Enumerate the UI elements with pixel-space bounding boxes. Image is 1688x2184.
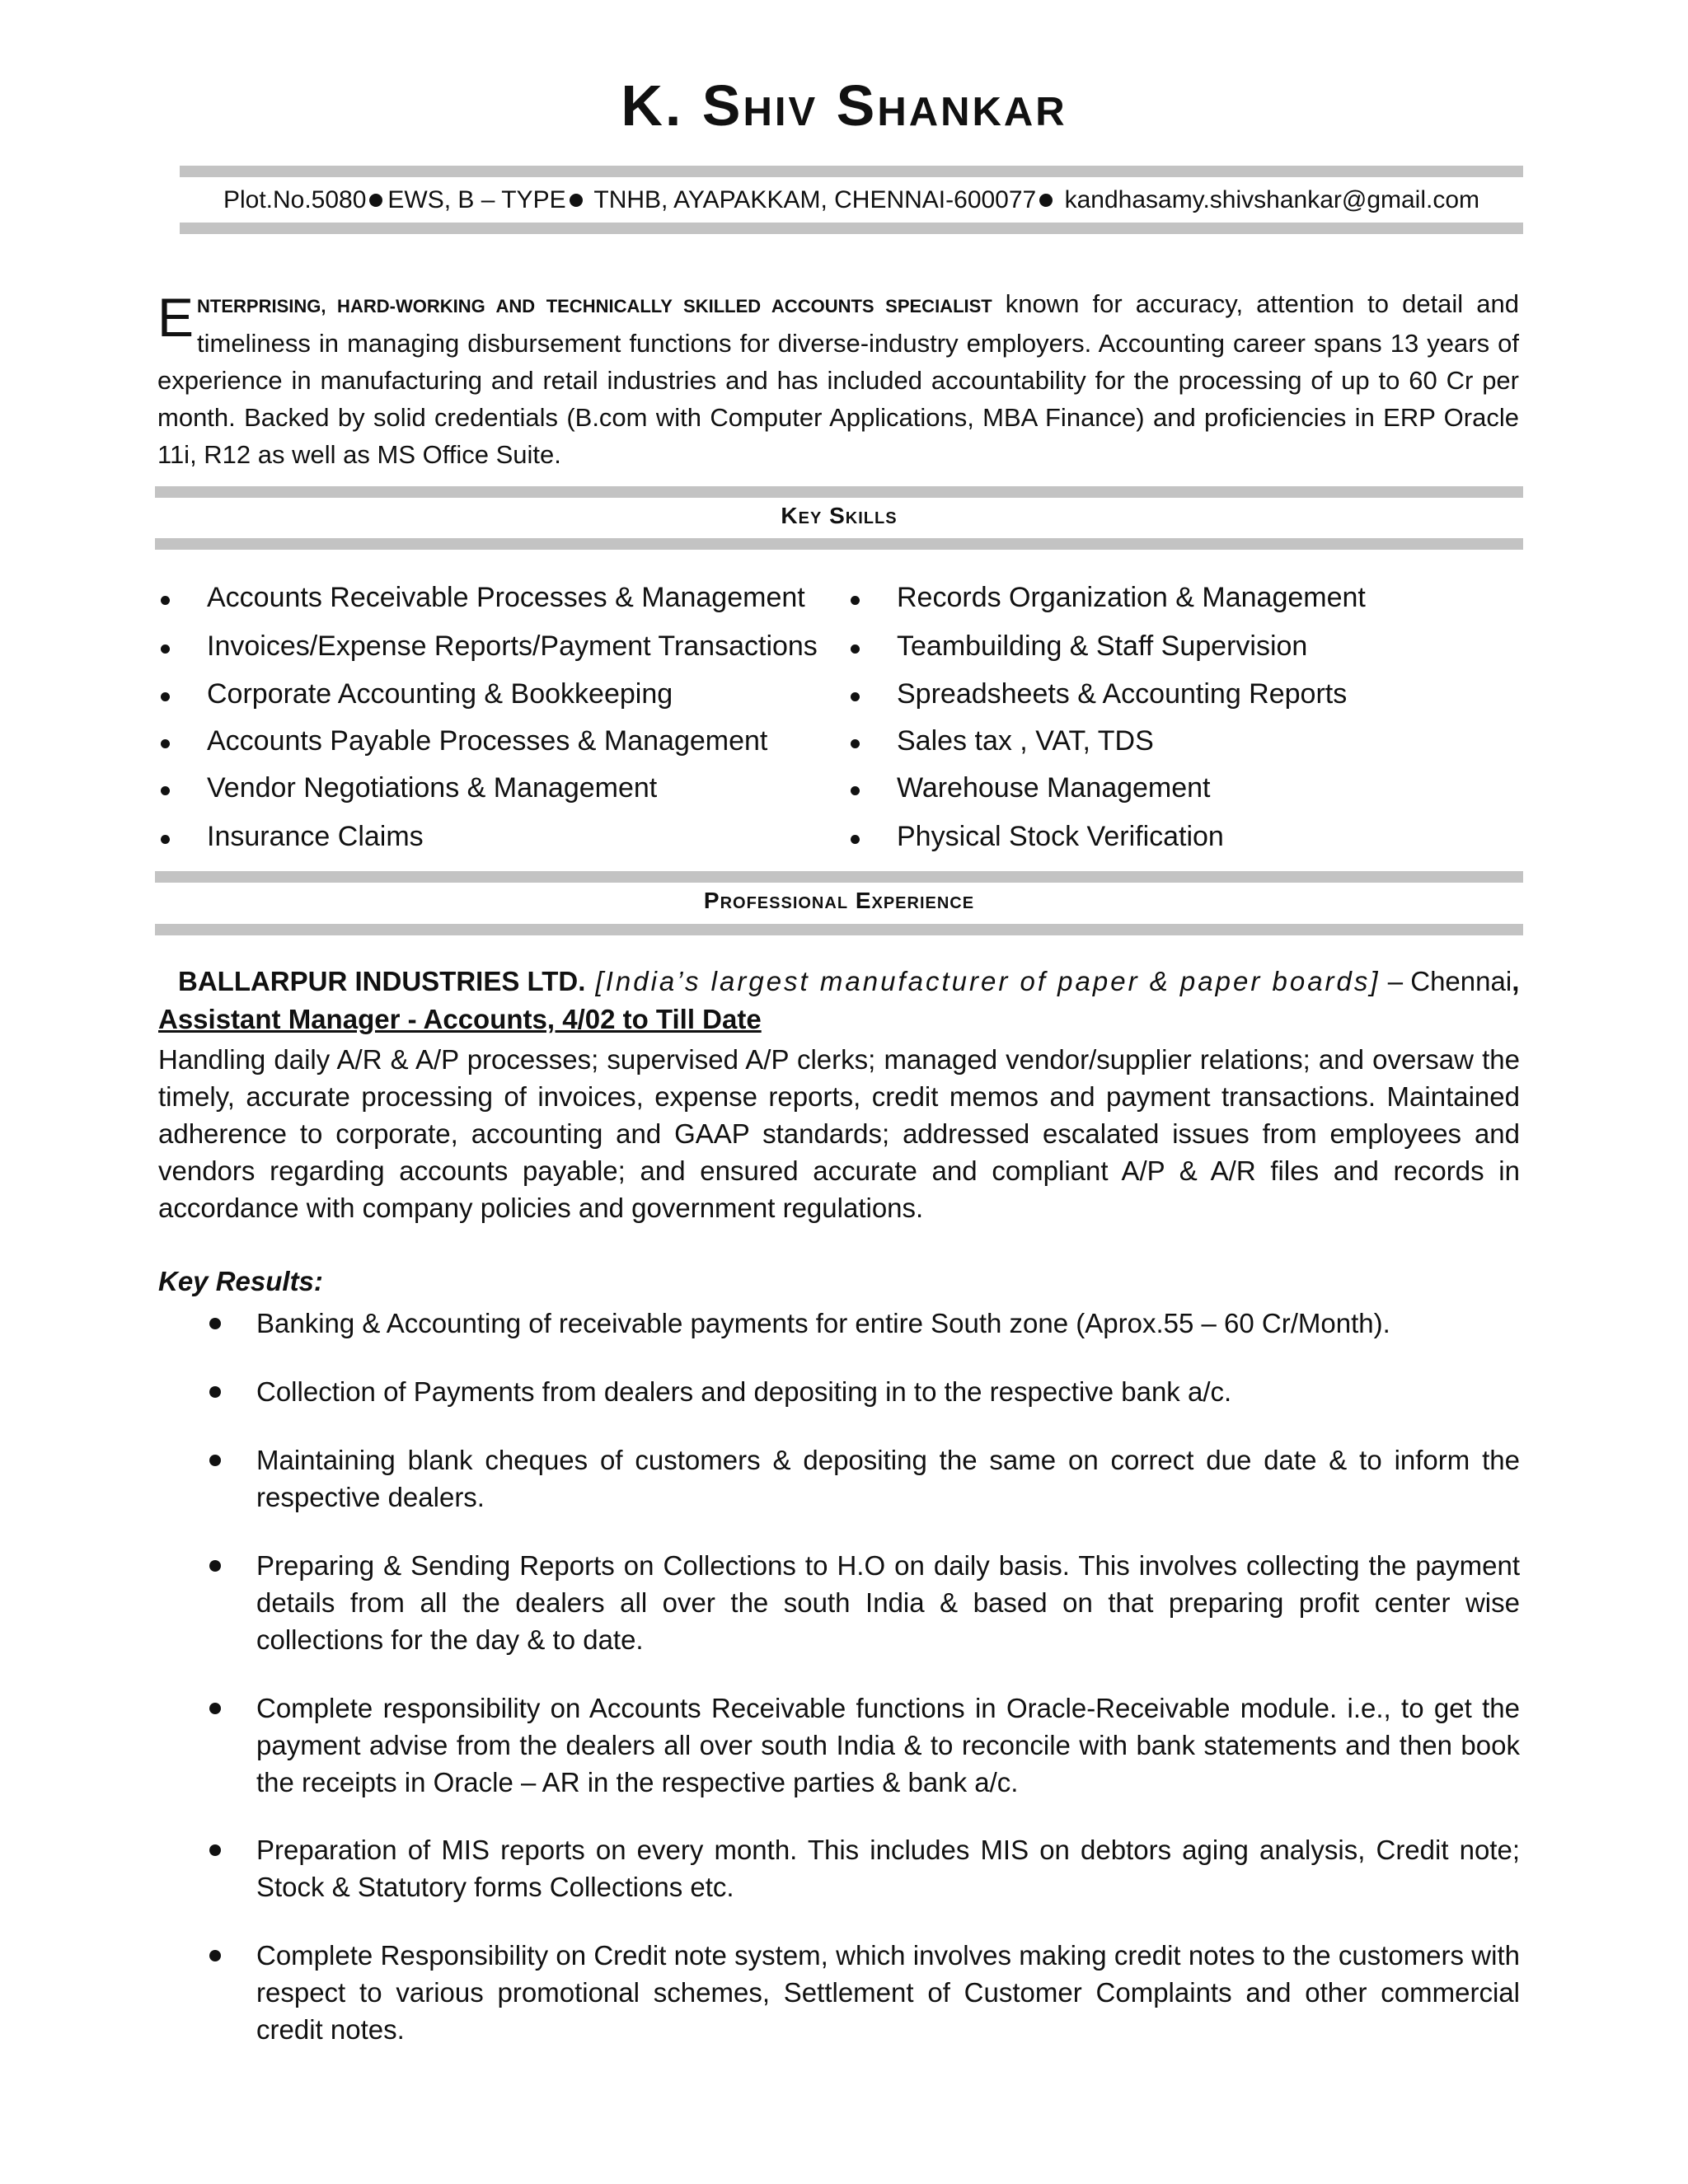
key-result-item: Preparing & Sending Reports on Collections to H.O on daily basis. This involves collecting the payment details from all the dealers all over the south India & based on that preparing profit center wise collections for the day & to date. [256,1550,1520,1655]
professional-experience-heading: Professional Experience [703,888,975,913]
skill-item: Invoices/Expense Reports/Payment Transactions [207,630,818,662]
job-title: Assistant Manager - Accounts, 4/02 to Till Date [158,1004,762,1034]
bullet-icon [161,692,170,701]
bullet-icon [851,692,860,701]
skill-item: Insurance Claims [207,821,424,852]
address-part-2: EWS, B – TYPE [387,186,566,213]
summary-drop-cap: E [157,287,195,348]
bullet-icon [209,1950,221,1961]
bullet-icon [209,1318,221,1329]
key-result-item: Maintaining blank cheques of customers & depositing the same on correct due date & to inform the respective dealers. [256,1445,1520,1512]
skill-item: Records Organization & Management [897,582,1366,613]
key-result-item: Banking & Accounting of receivable payments for entire South zone (Aprox.55 – 60 Cr/Month). [256,1308,1390,1338]
key-skills-heading: Key Skills [781,503,898,528]
candidate-name: K. Shiv Shankar [621,73,1067,138]
skill-item: Accounts Payable Processes & Management [207,725,768,757]
email-address: kandhasamy.shivshankar@gmail.com [1057,186,1480,213]
bullet-dot-icon [570,194,583,207]
skill-item: Physical Stock Verification [897,821,1224,852]
skills-rule-top [155,486,1523,498]
skill-item: Accounts Receivable Processes & Management [207,582,805,613]
company-line [178,966,1519,997]
bullet-icon [209,1703,221,1714]
bullet-icon [209,1455,221,1466]
company-description: [India’s largest manufacturer of paper & paper boards] [585,966,1381,996]
key-result-item: Collection of Payments from dealers and depositing in to the respective bank a/c. [256,1376,1232,1407]
skill-item: Corporate Accounting & Bookkeeping [207,678,673,710]
company-location: – Chennai [1380,966,1512,996]
bullet-icon [851,596,860,605]
bullet-icon [209,1844,221,1856]
bullet-icon [851,739,860,748]
bullet-icon [161,786,170,795]
experience-rule-top [155,871,1523,883]
contact-line [180,186,1523,214]
skill-item: Spreadsheets & Accounting Reports [897,678,1348,710]
key-results-heading: Key Results: [158,1266,323,1296]
skills-rule-bottom [155,538,1523,550]
key-result-item: Complete Responsibility on Credit note system, which involves making credit notes to the customers with respect to various promotional schemes, Settlement of Customer Complaints and other commercial credit notes. [256,1940,1520,2045]
bullet-icon [851,644,860,654]
bullet-icon [161,739,170,748]
experience-rule-bottom [155,924,1523,935]
summary-lead: NTERPRISING, HARD-WORKING AND TECHNICALLY SKILLED ACCOUNTS SPECIALIST [197,296,992,316]
job-description: Handling daily A/R & A/P processes; supervised A/P clerks; managed vendor/supplier relations; and oversaw the timely, accurate processing of invoices, expense reports, credit memos and payment transactions. Maintained adherence to corporate, accounting and GAAP standards; addressed escalated issues from employees and vendors regarding accounts payable; and ensured accurate and compliant A/P & A/R files and records in accordance with company policies and government regulations. [158,1044,1520,1223]
skill-item: Warehouse Management [897,772,1211,804]
header-rule-top [180,166,1523,177]
bullet-icon [851,835,860,844]
bullet-icon [851,786,860,795]
bullet-icon [209,1560,221,1572]
address-part-1: Plot.No.5080 [223,186,367,213]
bullet-icon [209,1386,221,1398]
skill-item: Teambuilding & Staff Supervision [897,630,1308,662]
bullet-dot-icon [369,194,382,207]
address-part-3: TNHB, AYAPAKKAM, CHENNAI-600077 [587,186,1037,213]
bullet-icon [161,644,170,654]
skill-item: Vendor Negotiations & Management [207,772,658,804]
summary-text: known for accuracy, attention to detail and timeliness in managing disbursement functions for diverse-industry employers. Accounting career spans 13 years of experience in manufacturing and retail industries and has included accountability for the processing of up to 60 Cr per month. Backed by solid credentials (B.com with Computer Applications, MBA Finance) and proficiencies in ERP Oracle 11i, R12 as well as MS Office Suite. [157,289,1519,469]
professional-summary [157,285,1519,473]
company-location-suffix: , [1512,966,1520,996]
key-result-item: Complete responsibility on Accounts Receivable functions in Oracle-Receivable module. i.e., to get the payment advise from the dealers all over south India & to reconcile with bank statements and then book the receipts in Oracle – AR in the respective parties & bank a/c. [256,1693,1520,1797]
header-rule-bottom [180,223,1523,234]
skill-item: Sales tax , VAT, TDS [897,725,1154,757]
key-result-item: Preparation of MIS reports on every month. This includes MIS on debtors aging analysis, Credit note; Stock & Statutory forms Collections etc. [256,1835,1520,1902]
company-name: BALLARPUR INDUSTRIES LTD. [178,966,586,996]
bullet-icon [161,596,170,605]
bullet-icon [161,835,170,844]
bullet-dot-icon [1039,194,1053,207]
